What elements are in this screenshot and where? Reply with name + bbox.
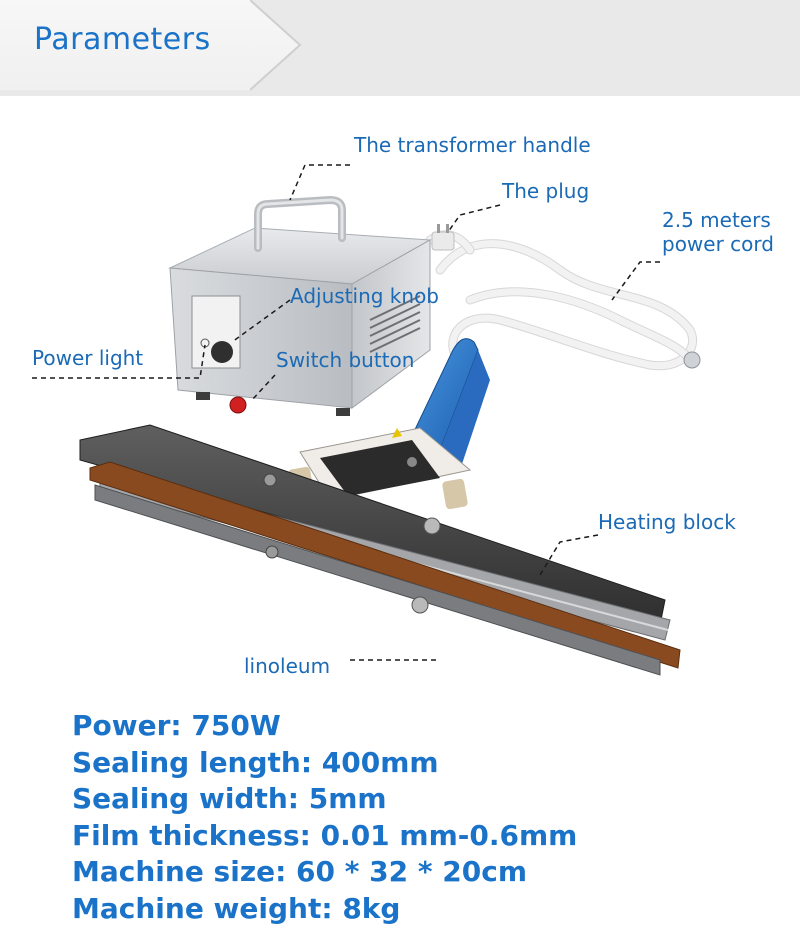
label-power-light: Power light	[32, 346, 144, 370]
page-title: Parameters	[34, 22, 211, 57]
banner-tab-edge	[250, 0, 310, 96]
spec-power: Power: 750W	[72, 709, 281, 742]
spec-machine-weight: Machine weight: 8kg	[72, 891, 401, 925]
label-power-cord-line1: 2.5 meters	[662, 208, 771, 232]
label-plug: The plug	[502, 179, 590, 203]
transformer-box	[170, 228, 430, 416]
label-power-cord-line2: power cord	[662, 232, 774, 256]
label-switch-button: Switch button	[276, 348, 415, 372]
product-illustration	[0, 96, 800, 696]
cord-connector	[684, 352, 700, 368]
heat-sealer-image	[0, 96, 800, 696]
linoleum-bar	[90, 462, 680, 675]
spec-sealing-width: Sealing width: 5mm	[72, 782, 387, 815]
label-heating-block: Heating block	[598, 510, 736, 534]
switch-button	[230, 397, 246, 413]
spec-sealing-length: Sealing length: 400mm	[72, 745, 439, 779]
adjusting-knob	[211, 341, 233, 363]
spec-machine-size: Machine size: 60 * 32 * 20cm	[72, 855, 527, 888]
label-linoleum: linoleum	[244, 654, 331, 678]
label-adjusting-knob: Adjusting knob	[290, 284, 439, 308]
spec-film-thickness: Film thickness: 0.01 mm-0.6mm	[72, 818, 578, 852]
header-banner	[0, 0, 800, 96]
label-transformer-handle: The transformer handle	[354, 133, 591, 157]
specs-list	[72, 708, 772, 927]
